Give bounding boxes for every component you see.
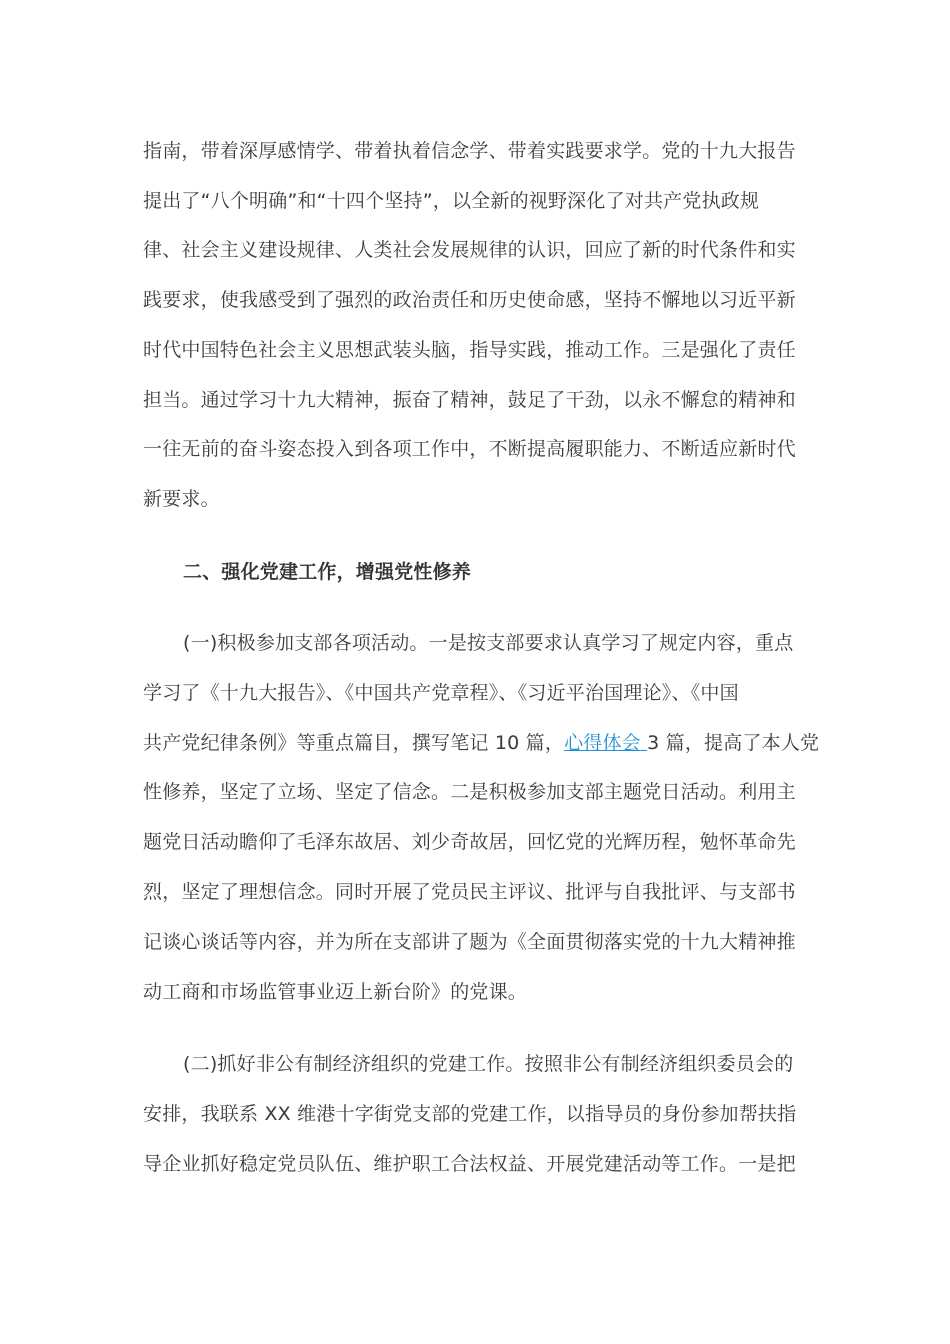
paragraph-line: (一)积极参加支部各项活动。一是按支部要求认真学习了规定内容，重点 [183,632,794,654]
paragraph-line: 题党日活动瞻仰了毛泽东故居、刘少奇故居，回忆党的光辉历程，勉怀革命先 [143,831,796,853]
section-heading: 二、强化党建工作，增强党性修养 [183,561,472,583]
paragraph-line: 记谈心谈话等内容，并为所在支部讲了题为《全面贯彻落实党的十九大精神推 [143,931,796,953]
paragraph-line: 提出了“八个明确”和“十四个坚持”，以全新的视野深化了对共产党执政规 [143,190,760,212]
paragraph-line: 律、社会主义建设规律、人类社会发展规律的认识，回应了新的时代条件和实 [143,239,796,261]
paragraph-line: 时代中国特色社会主义思想武装头脑，指导实践，推动工作。三是强化了责任 [143,339,796,361]
paragraph-line: 一往无前的奋斗姿态投入到各项工作中，不断提高履职能力、不断适应新时代 [143,438,796,460]
paragraph-line: 烈，坚定了理想信念。同时开展了党员民主评议、批评与自我批评、与支部书 [143,881,796,903]
paragraph-line: 新要求。 [143,488,220,510]
paragraph-line: 性修养，坚定了立场、坚定了信念。二是积极参加支部主题党日活动。利用主 [143,781,796,803]
paragraph-line: 导企业抓好稳定党员队伍、维护职工合法权益、开展党建活动等工作。一是把 [143,1153,796,1175]
paragraph-line: 动工商和市场监管事业迈上新台阶》的党课。 [143,981,528,1003]
paragraph-line: 学习了《十九大报告》、《中国共产党章程》、《习近平治国理论》、《中国 [143,682,739,704]
line-text-before-link: 共产党纪律条例》等重点篇目，撰写笔记 10 篇， [143,732,565,754]
paragraph-line: 担当。通过学习十九大精神，振奋了精神，鼓足了干劲，以永不懈怠的精神和 [143,389,796,411]
line-text-after-link: 3 篇，提高了本人党 [647,732,820,754]
paragraph-line: (二)抓好非公有制经济组织的党建工作。按照非公有制经济组织委员会的 [183,1053,794,1075]
paragraph-line: 指南，带着深厚感情学、带着执着信念学、带着实践要求学。党的十九大报告 [143,140,796,162]
paragraph-line: 安排，我联系 XX 维港十字街党支部的党建工作，以指导员的身份参加帮扶指 [143,1103,797,1125]
xinde-tihui-link[interactable]: 心得体会 [564,732,648,754]
paragraph-line: 践要求，使我感受到了强烈的政治责任和历史使命感，坚持不懈地以习近平新 [143,289,796,311]
paragraph-line [143,730,819,756]
